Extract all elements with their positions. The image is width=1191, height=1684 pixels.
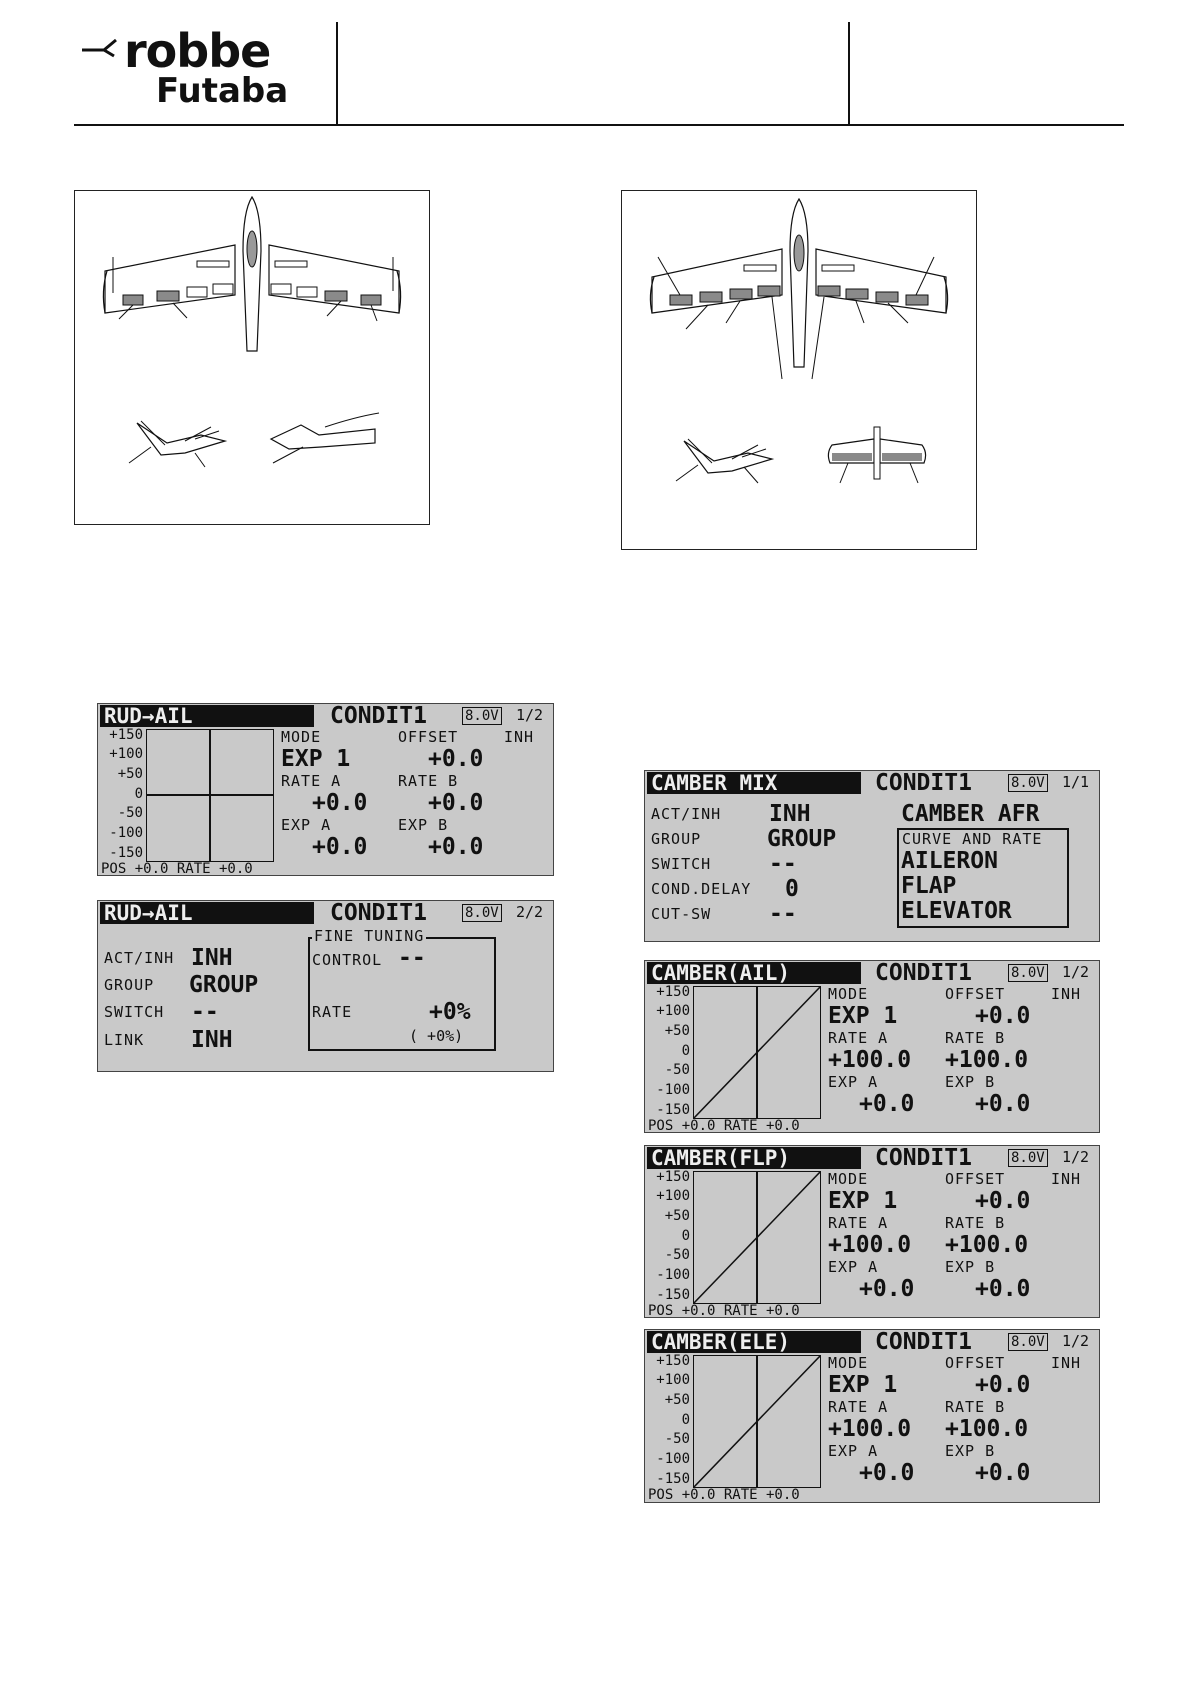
axis-tick: 0 <box>134 786 143 802</box>
exp-a-value[interactable]: +0.0 <box>859 1276 915 1302</box>
header-divider-left <box>336 22 338 124</box>
rate-b-label: RATE B <box>945 1214 1006 1232</box>
offset-value[interactable]: +0.0 <box>975 1003 1031 1029</box>
axis-tick: +150 <box>656 1169 690 1185</box>
switch-label: SWITCH <box>104 1003 165 1021</box>
cond-delay-label: COND.DELAY <box>651 880 752 898</box>
battery-indicator: 8.0V <box>462 904 502 922</box>
group-value[interactable]: GROUP <box>767 826 837 852</box>
curve-and-rate-label: CURVE AND RATE <box>902 830 1043 848</box>
battery-indicator: 8.0V <box>1008 1149 1048 1167</box>
elevator-menu-item[interactable]: ELEVATOR <box>901 898 1012 924</box>
axis-tick: +50 <box>664 1023 690 1039</box>
exp-b-value[interactable]: +0.0 <box>975 1460 1031 1486</box>
offset-label: OFFSET <box>398 728 459 746</box>
mode-label: MODE <box>281 728 322 746</box>
camber-afr-label: CAMBER AFR <box>901 801 1040 827</box>
offset-value[interactable]: +0.0 <box>428 746 484 772</box>
rate-a-label: RATE A <box>828 1398 889 1416</box>
flap-menu-item[interactable]: FLAP <box>901 873 957 899</box>
axis-tick: +150 <box>656 1353 690 1369</box>
aileron-menu-item[interactable]: AILERON <box>901 848 998 874</box>
offset-inh[interactable]: INH <box>1051 985 1082 1003</box>
axis-tick: 0 <box>681 1412 690 1428</box>
screen-title: RUD→AIL <box>100 705 314 727</box>
exp-a-value[interactable]: +0.0 <box>859 1460 915 1486</box>
lcd-rud-ail-page1 <box>97 703 554 876</box>
axis-tick: -100 <box>656 1451 690 1467</box>
exp-b-label: EXP B <box>945 1442 996 1460</box>
control-value[interactable]: -- <box>398 945 426 971</box>
axis-tick: -50 <box>664 1247 690 1263</box>
switch-value[interactable]: -- <box>769 851 797 877</box>
axis-tick: -150 <box>109 845 143 861</box>
screen-title: CAMBER(ELE) <box>647 1331 861 1353</box>
mode-value[interactable]: EXP 1 <box>828 1003 898 1029</box>
rate-b-label: RATE B <box>945 1029 1006 1047</box>
figure-glider-rudder <box>74 190 430 525</box>
offset-value[interactable]: +0.0 <box>975 1372 1031 1398</box>
graph-footer: POS +0.0 RATE +0.0 <box>648 1303 800 1318</box>
exp-b-label: EXP B <box>945 1073 996 1091</box>
glider-diagram-left <box>75 191 429 524</box>
page-indicator: 1/2 <box>1062 963 1090 981</box>
axis-tick: -100 <box>656 1267 690 1283</box>
axis-tick: -150 <box>656 1287 690 1303</box>
axis-tick: -50 <box>664 1431 690 1447</box>
lcd-camber-mix <box>644 770 1100 942</box>
rate-b-value[interactable]: +100.0 <box>945 1047 1029 1073</box>
offset-label: OFFSET <box>945 985 1006 1003</box>
axis-tick: +100 <box>656 1003 690 1019</box>
rate-a-value[interactable]: +100.0 <box>828 1416 912 1442</box>
rate-a-label: RATE A <box>281 772 342 790</box>
exp-b-label: EXP B <box>398 816 449 834</box>
axis-tick: +100 <box>109 746 143 762</box>
rate-a-label: RATE A <box>828 1214 889 1232</box>
control-label: CONTROL <box>312 951 383 969</box>
header-divider-right <box>848 22 850 124</box>
axis-tick: -100 <box>656 1082 690 1098</box>
graph-footer: POS +0.0 RATE +0.0 <box>101 861 253 876</box>
axis-tick: +100 <box>656 1188 690 1204</box>
mode-value[interactable]: EXP 1 <box>281 746 351 772</box>
rate-b-value[interactable]: +100.0 <box>945 1416 1029 1442</box>
camber-curve-graph <box>693 1355 821 1488</box>
exp-b-value[interactable]: +0.0 <box>975 1276 1031 1302</box>
rate-label: RATE <box>312 1003 353 1021</box>
axis-tick: +50 <box>664 1392 690 1408</box>
mix-curve-graph <box>146 729 274 862</box>
link-label: LINK <box>104 1031 145 1049</box>
figure-glider-camber <box>621 190 977 550</box>
battery-indicator: 8.0V <box>1008 774 1048 792</box>
axis-tick: 0 <box>681 1043 690 1059</box>
cut-sw-value[interactable]: -- <box>769 901 797 927</box>
page-indicator: 1/2 <box>1062 1332 1090 1350</box>
page-indicator: 2/2 <box>516 903 544 921</box>
axis-tick: 0 <box>681 1228 690 1244</box>
lcd-camber-ail <box>644 960 1100 1133</box>
switch-label: SWITCH <box>651 855 712 873</box>
axis-tick: -50 <box>664 1062 690 1078</box>
condition-label: CONDIT1 <box>875 960 972 986</box>
group-label: GROUP <box>104 976 155 994</box>
exp-a-label: EXP A <box>281 816 332 834</box>
act-inh-value[interactable]: INH <box>769 801 811 827</box>
header-rule <box>74 124 1124 126</box>
rate-b-label: RATE B <box>398 772 459 790</box>
cond-delay-value[interactable]: 0 <box>785 876 799 902</box>
offset-label: OFFSET <box>945 1170 1006 1188</box>
battery-indicator: 8.0V <box>462 707 502 725</box>
condition-label: CONDIT1 <box>330 703 427 729</box>
screen-title: CAMBER(AIL) <box>647 962 861 984</box>
logo-futaba: Futaba <box>156 71 289 111</box>
group-value[interactable]: GROUP <box>189 972 259 998</box>
camber-curve-graph <box>693 1171 821 1304</box>
logo-robbe: robbe <box>124 24 271 78</box>
axis-tick: +150 <box>109 727 143 743</box>
exp-a-label: EXP A <box>828 1442 879 1460</box>
link-value[interactable]: INH <box>191 1027 233 1053</box>
exp-b-value[interactable]: +0.0 <box>428 834 484 860</box>
battery-indicator: 8.0V <box>1008 964 1048 982</box>
mode-value[interactable]: EXP 1 <box>828 1372 898 1398</box>
page-indicator: 1/1 <box>1062 773 1090 791</box>
rate-a-value[interactable]: +100.0 <box>828 1232 912 1258</box>
robbe-logo-mark <box>82 38 122 62</box>
graph-footer: POS +0.0 RATE +0.0 <box>648 1487 800 1503</box>
graph-footer: POS +0.0 RATE +0.0 <box>648 1118 800 1133</box>
exp-a-label: EXP A <box>828 1073 879 1091</box>
mode-label: MODE <box>828 1170 869 1188</box>
lcd-camber-ele <box>644 1329 1100 1503</box>
mode-label: MODE <box>828 985 869 1003</box>
lcd-rud-ail-page2 <box>97 900 554 1072</box>
axis-tick: -150 <box>656 1471 690 1487</box>
act-inh-label: ACT/INH <box>651 805 722 823</box>
rate-b-label: RATE B <box>945 1398 1006 1416</box>
condition-label: CONDIT1 <box>875 1329 972 1355</box>
exp-a-value[interactable]: +0.0 <box>859 1091 915 1117</box>
exp-a-label: EXP A <box>828 1258 879 1276</box>
camber-curve-graph <box>693 986 821 1119</box>
offset-inh[interactable]: INH <box>1051 1354 1082 1372</box>
axis-tick: +50 <box>117 766 143 782</box>
axis-tick: -100 <box>109 825 143 841</box>
condition-label: CONDIT1 <box>875 1145 972 1171</box>
mode-label: MODE <box>828 1354 869 1372</box>
exp-a-value[interactable]: +0.0 <box>312 834 368 860</box>
screen-title: RUD→AIL <box>100 902 314 924</box>
rate-a-value[interactable]: +0.0 <box>312 790 368 816</box>
rate-a-label: RATE A <box>828 1029 889 1047</box>
offset-label: OFFSET <box>945 1354 1006 1372</box>
offset-value[interactable]: +0.0 <box>975 1188 1031 1214</box>
act-inh-label: ACT/INH <box>104 949 175 967</box>
axis-tick: -50 <box>117 805 143 821</box>
rate-a-value[interactable]: +100.0 <box>828 1047 912 1073</box>
page-indicator: 1/2 <box>1062 1148 1090 1166</box>
condition-label: CONDIT1 <box>330 900 427 926</box>
axis-tick: +100 <box>656 1372 690 1388</box>
cut-sw-label: CUT-SW <box>651 905 712 923</box>
mode-value[interactable]: EXP 1 <box>828 1188 898 1214</box>
axis-tick: +150 <box>656 984 690 1000</box>
battery-indicator: 8.0V <box>1008 1333 1048 1351</box>
offset-inh[interactable]: INH <box>504 728 535 746</box>
screen-title: CAMBER(FLP) <box>647 1147 861 1169</box>
axis-tick: -150 <box>656 1102 690 1118</box>
fine-tuning-label: FINE TUNING <box>314 927 425 945</box>
exp-b-value[interactable]: +0.0 <box>975 1091 1031 1117</box>
switch-value[interactable]: -- <box>191 999 219 1025</box>
screen-title: CAMBER MIX <box>647 772 861 794</box>
act-inh-value[interactable]: INH <box>191 945 233 971</box>
page-indicator: 1/2 <box>516 706 544 724</box>
rate-sub-value: ( +0%) <box>409 1027 464 1045</box>
rate-b-value[interactable]: +0.0 <box>428 790 484 816</box>
glider-diagram-right <box>622 191 976 549</box>
rate-b-value[interactable]: +100.0 <box>945 1232 1029 1258</box>
exp-b-label: EXP B <box>945 1258 996 1276</box>
lcd-camber-flp <box>644 1145 1100 1318</box>
offset-inh[interactable]: INH <box>1051 1170 1082 1188</box>
rate-value[interactable]: +0% <box>429 999 471 1025</box>
condition-label: CONDIT1 <box>875 770 972 796</box>
axis-tick: +50 <box>664 1208 690 1224</box>
group-label: GROUP <box>651 830 702 848</box>
